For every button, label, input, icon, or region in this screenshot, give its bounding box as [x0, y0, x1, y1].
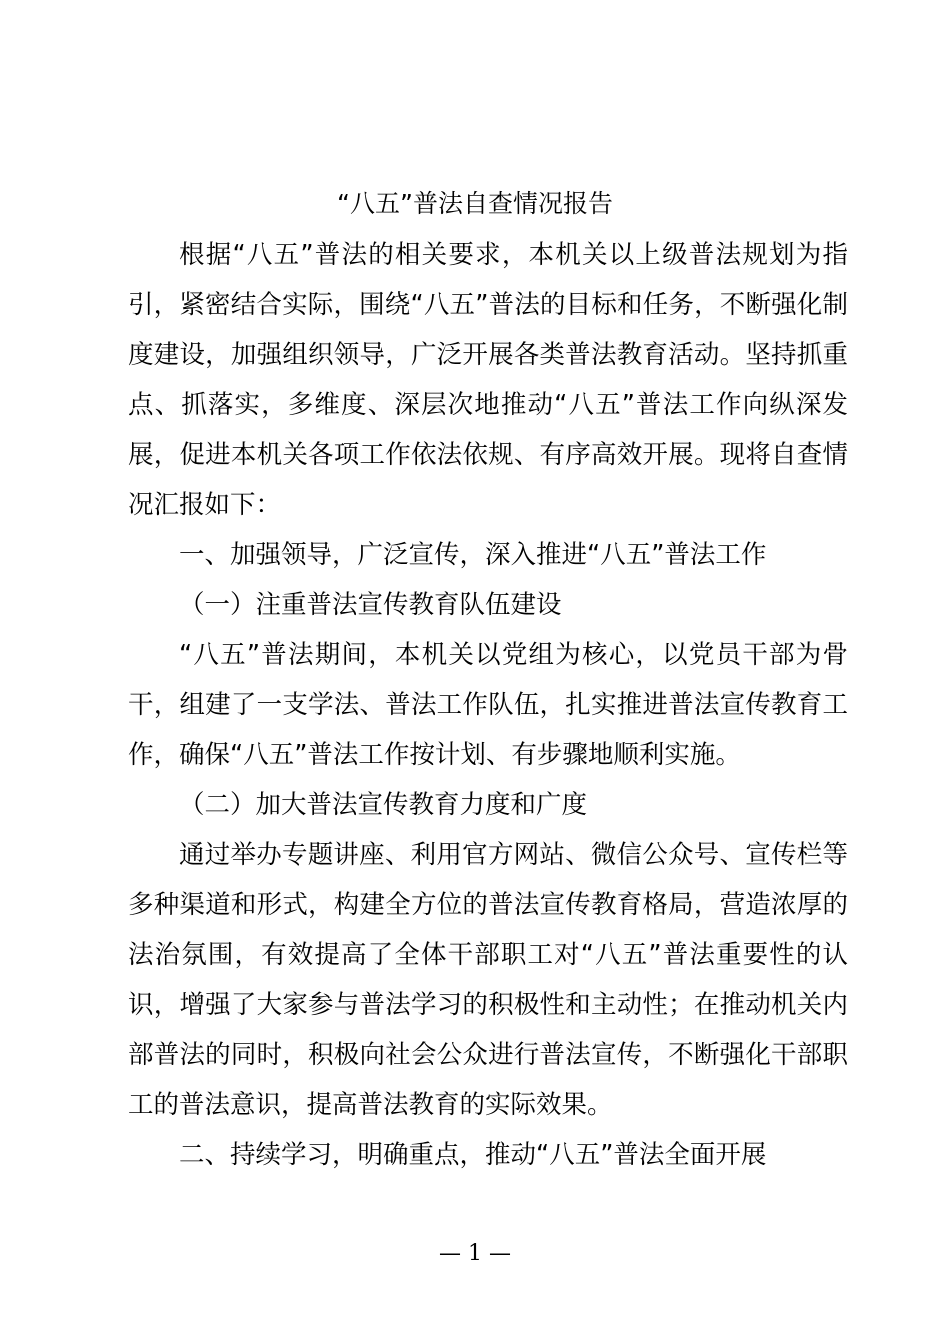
- document-body: [128, 230, 848, 1180]
- paragraph-intro: 根据“八五”普法的相关要求，本机关以上级普法规划为指引，紧密结合实际，围绕“八五”普法的目标和任务，不断强化制度建设，加强组织领导，广泛开展各类普法教育活动。坚持抓重点、抓落实，多维度、深层次地推动“八五”普法工作向纵深发展，促进本机关各项工作依法依规、有序高效开展。现将自查情况汇报如下：: [128, 240, 848, 520]
- section-heading-1: 一、加强领导，广泛宣传，深入推进“八五”普法工作: [179, 540, 767, 570]
- paragraph-team-building: “八五”普法期间，本机关以党组为核心，以党员干部为骨干，组建了一支学法、普法工作队伍，扎实推进普法宣传教育工作，确保“八五”普法工作按计划、有步骤地顺利实施。: [128, 640, 848, 770]
- document-title: “八五”普法自查情况报告: [337, 189, 613, 218]
- section-heading-2: 二、持续学习，明确重点，推动“八五”普法全面开展: [179, 1140, 767, 1170]
- subsection-heading-1-1: （一）注重普法宣传教育队伍建设: [179, 590, 562, 620]
- subsection-heading-1-2: （二）加大普法宣传教育力度和广度: [179, 790, 588, 820]
- page-number: — 1 —: [439, 1241, 511, 1266]
- paragraph-publicity: 通过举办专题讲座、利用官方网站、微信公众号、宣传栏等多种渠道和形式，构建全方位的普法宣传教育格局，营造浓厚的法治氛围，有效提高了全体干部职工对“八五”普法重要性的认识，增强了大家参与普法学习的积极性和主动性；在推动机关内部普法的同时，积极向社会公众进行普法宣传，不断强化干部职工的普法意识，提高普法教育的实际效果。: [128, 840, 848, 1120]
